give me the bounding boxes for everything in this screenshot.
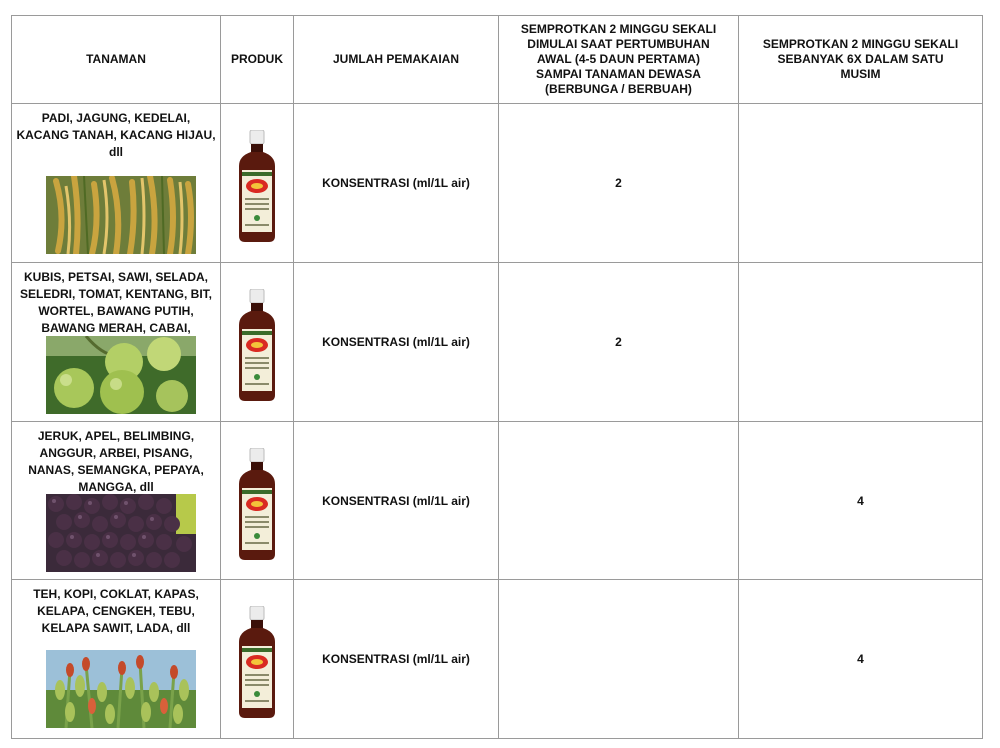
table-row [12, 263, 983, 422]
jumlah-cell: KONSENTRASI (ml/1L air) [294, 263, 499, 422]
schedule-growth-value [499, 580, 739, 739]
product-bottle-icon [235, 289, 279, 401]
tanaman-list: KUBIS, PETSAI, SAWI, SELADA, SELEDRI, TOMAT, KENTANG, BIT, WORTEL, BAWANG PUTIH, BAWANG MERAH, CABAI, [19, 270, 212, 336]
tanaman-list: TEH, KOPI, COKLAT, KAPAS, KELAPA, CENGKEH, TEBU, KELAPA SAWIT, LADA, dll [33, 587, 199, 636]
tanaman-cell [12, 580, 221, 739]
header-row [12, 16, 983, 104]
tanaman-cell [12, 104, 221, 263]
header-tanaman: TANAMAN [12, 16, 221, 104]
schedule-growth-value: 2 [499, 263, 739, 422]
clove-photo [46, 650, 196, 728]
product-bottle-icon [235, 130, 279, 242]
table-row [12, 104, 983, 263]
header-schedule-season: SEMPROTKAN 2 MINGGU SEKALI SEBANYAK 6X DALAM SATU MUSIM [739, 16, 983, 104]
tomato-photo [46, 336, 196, 414]
grape-photo [46, 494, 196, 572]
produk-cell [221, 580, 294, 739]
tanaman-list: JERUK, APEL, BELIMBING, ANGGUR, ARBEI, PISANG, NANAS, SEMANGKA, PEPAYA, MANGGA, dll [28, 428, 204, 494]
schedule-growth-value [499, 421, 739, 580]
rice-photo [46, 176, 196, 254]
header-produk: PRODUK [221, 16, 294, 104]
jumlah-cell: KONSENTRASI (ml/1L air) [294, 104, 499, 263]
schedule-season-value [739, 104, 983, 263]
product-bottle-icon [235, 448, 279, 560]
product-bottle-icon [235, 606, 279, 718]
tanaman-cell [12, 421, 221, 580]
tanaman-list: PADI, JAGUNG, KEDELAI, KACANG TANAH, KACANG HIJAU, dll [16, 111, 216, 160]
schedule-season-value: 4 [739, 421, 983, 580]
header-schedule-growth: SEMPROTKAN 2 MINGGU SEKALI DIMULAI SAAT PERTUMBUHAN AWAL (4-5 DAUN PERTAMA) SAMPAI TANAMAN DEWASA (BERBUNGA / BERBUAH) [499, 16, 739, 104]
schedule-season-value [739, 263, 983, 422]
dosage-table [11, 15, 983, 739]
produk-cell [221, 104, 294, 263]
table-row [12, 421, 983, 580]
tanaman-cell [12, 263, 221, 422]
produk-cell [221, 421, 294, 580]
header-jumlah: JUMLAH PEMAKAIAN [294, 16, 499, 104]
jumlah-cell: KONSENTRASI (ml/1L air) [294, 421, 499, 580]
table-row [12, 580, 983, 739]
produk-cell [221, 263, 294, 422]
jumlah-cell: KONSENTRASI (ml/1L air) [294, 580, 499, 739]
schedule-season-value: 4 [739, 580, 983, 739]
schedule-growth-value: 2 [499, 104, 739, 263]
